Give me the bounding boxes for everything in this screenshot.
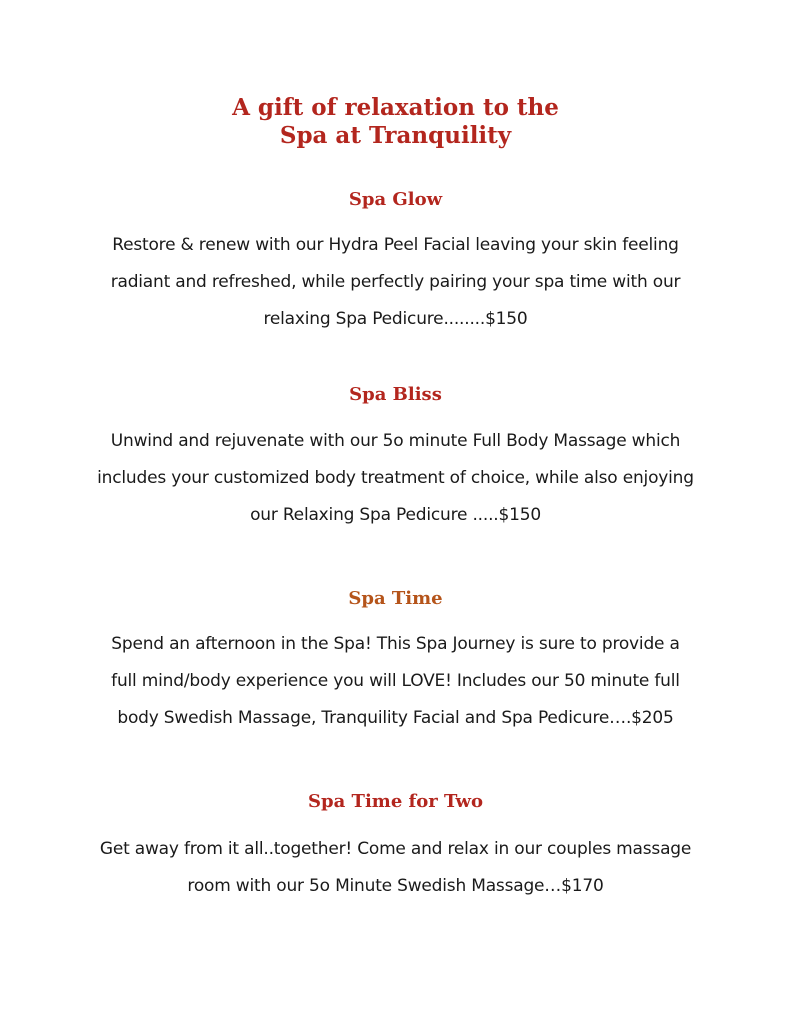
description-line: our Relaxing Spa Pedicure .....$150: [250, 505, 541, 525]
package-heading-spa-bliss: Spa Bliss: [349, 384, 442, 405]
description-line: Unwind and rejuvenate with our 5o minute Full Body Massage which: [110, 431, 681, 451]
description-line: Restore & renew with our Hydra Peel Facial leaving your skin feeling: [112, 235, 679, 255]
page-title-line-1: A gift of relaxation to the: [232, 94, 559, 121]
package-description-spa-time: [80, 626, 711, 737]
package-heading-spa-time-for-two: Spa Time for Two: [308, 791, 483, 812]
package-description-spa-time-for-two: [80, 831, 711, 905]
package-description-spa-glow: [80, 227, 711, 338]
package-heading-spa-glow: Spa Glow: [348, 189, 443, 210]
description-line: Spend an afternoon in the Spa! This Spa Journey is sure to provide a: [111, 634, 680, 654]
description-line: includes your customized body treatment of choice, while also enjoying: [97, 468, 694, 488]
page-title-line-2: Spa at Tranquility: [279, 122, 512, 149]
package-description-spa-bliss: [80, 423, 711, 534]
description-line: Get away from it all..together! Come and relax in our couples massage: [99, 839, 692, 859]
description-line: full mind/body experience you will LOVE! Includes our 50 minute full: [111, 671, 680, 691]
description-line: relaxing Spa Pedicure........$150: [263, 309, 528, 329]
description-line: radiant and refreshed, while perfectly pairing your spa time with our: [110, 272, 681, 292]
description-line: room with our 5o Minute Swedish Massage…$170: [187, 876, 604, 896]
package-heading-spa-time: Spa Time: [348, 588, 443, 609]
description-line: body Swedish Massage, Tranquility Facial and Spa Pedicure….$205: [117, 708, 674, 728]
